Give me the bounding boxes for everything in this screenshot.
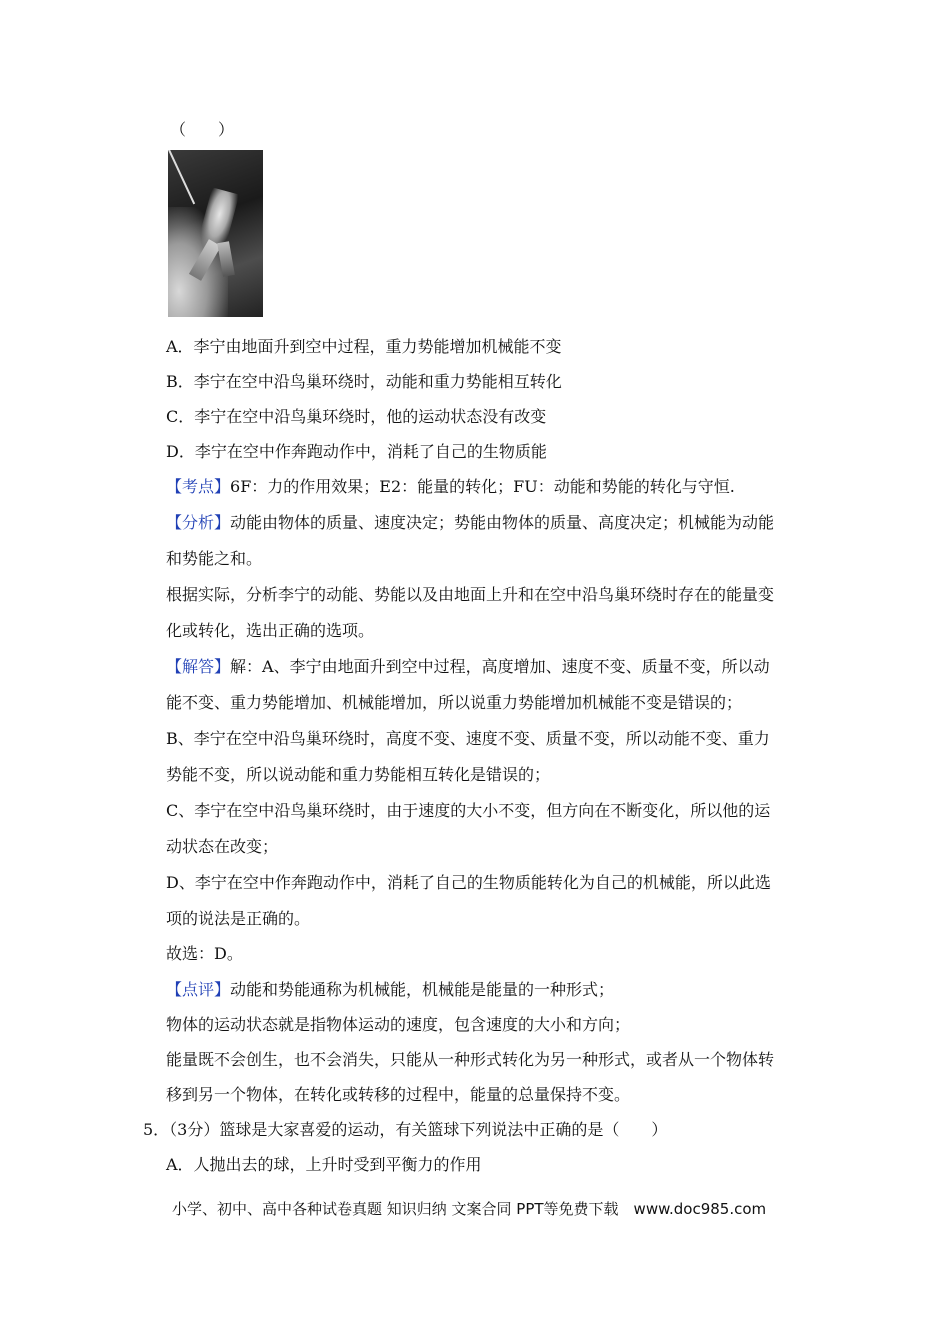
fenxi-line-2: 和势能之和。 [166,549,263,568]
question-5-stem: 5．（3分）篮球是大家喜爱的运动，有关篮球下列说法中正确的是（ ） [143,1120,668,1139]
fenxi-text-1: 动能由物体的质量、速度决定；势能由物体的质量、高度决定；机械能为动能 [230,513,775,532]
jieda-line-1 [166,657,770,677]
dianping-line-1 [166,980,614,1000]
kaodian-line [166,477,735,497]
kaodian-tag: 【考点】 [166,477,231,496]
dianping-tag: 【点评】 [166,980,231,999]
jieda-line-6: 动状态在改变； [166,837,279,856]
dianping-line-4: 移到另一个物体，在转化或转移的过程中，能量的总量保持不变。 [166,1085,631,1104]
jieda-line-8: 项的说法是正确的。 [166,909,311,928]
answer-bracket: （ ） [170,120,235,139]
jieda-line-2: 能不变、重力势能增加、机械能增加，所以说重力势能增加机械能不变是错误的； [166,693,743,712]
page-footer: 小学、初中、高中各种试卷真题 知识归纳 文案合同 PPT等免费下载 www.doc985.com [172,1200,767,1218]
jieda-line-4: 势能不变，所以说动能和重力势能相互转化是错误的； [166,765,551,784]
option-a: A．李宁由地面升到空中过程，重力势能增加机械能不变 [166,337,562,356]
fenxi-line-1 [166,513,774,533]
jieda-text-1: 解：A、李宁由地面升到空中过程，高度增加、速度不变、质量不变，所以动 [230,657,770,676]
option-d: D．李宁在空中作奔跑动作中，消耗了自己的生物质能 [166,442,547,461]
question-5-option-a: A．人抛出去的球，上升时受到平衡力的作用 [166,1155,482,1174]
kaodian-text: 6F：力的作用效果；E2：能量的转化；FU：动能和势能的转化与守恒. [230,477,735,496]
fenxi-line-4: 化或转化，选出正确的选项。 [166,621,375,640]
jieda-line-3: B、李宁在空中沿鸟巢环绕时，高度不变、速度不变、质量不变，所以动能不变、重力 [166,729,770,748]
fenxi-line-3: 根据实际，分析李宁的动能、势能以及由地面上升和在空中沿鸟巢环绕时存在的能量变 [166,585,775,604]
dianping-text-1: 动能和势能通称为机械能，机械能是能量的一种形式； [230,980,615,999]
option-c: C．李宁在空中沿鸟巢环绕时，他的运动状态没有改变 [166,407,547,426]
option-b: B．李宁在空中沿鸟巢环绕时，动能和重力势能相互转化 [166,372,562,391]
fenxi-tag: 【分析】 [166,513,231,532]
dianping-line-2: 物体的运动状态就是指物体运动的速度，包含速度的大小和方向； [166,1015,631,1034]
jieda-tag: 【解答】 [166,657,231,676]
athlete-photo [168,150,263,317]
jieda-line-7: D、李宁在空中作奔跑动作中，消耗了自己的生物质能转化为自己的机械能，所以此选 [166,873,771,892]
jieda-line-5: C、李宁在空中沿鸟巢环绕时，由于速度的大小不变，但方向在不断变化，所以他的运 [166,801,771,820]
jieda-line-9: 故选：D。 [166,944,243,963]
dianping-line-3: 能量既不会创生，也不会消失，只能从一种形式转化为另一种形式，或者从一个物体转 [166,1050,775,1069]
